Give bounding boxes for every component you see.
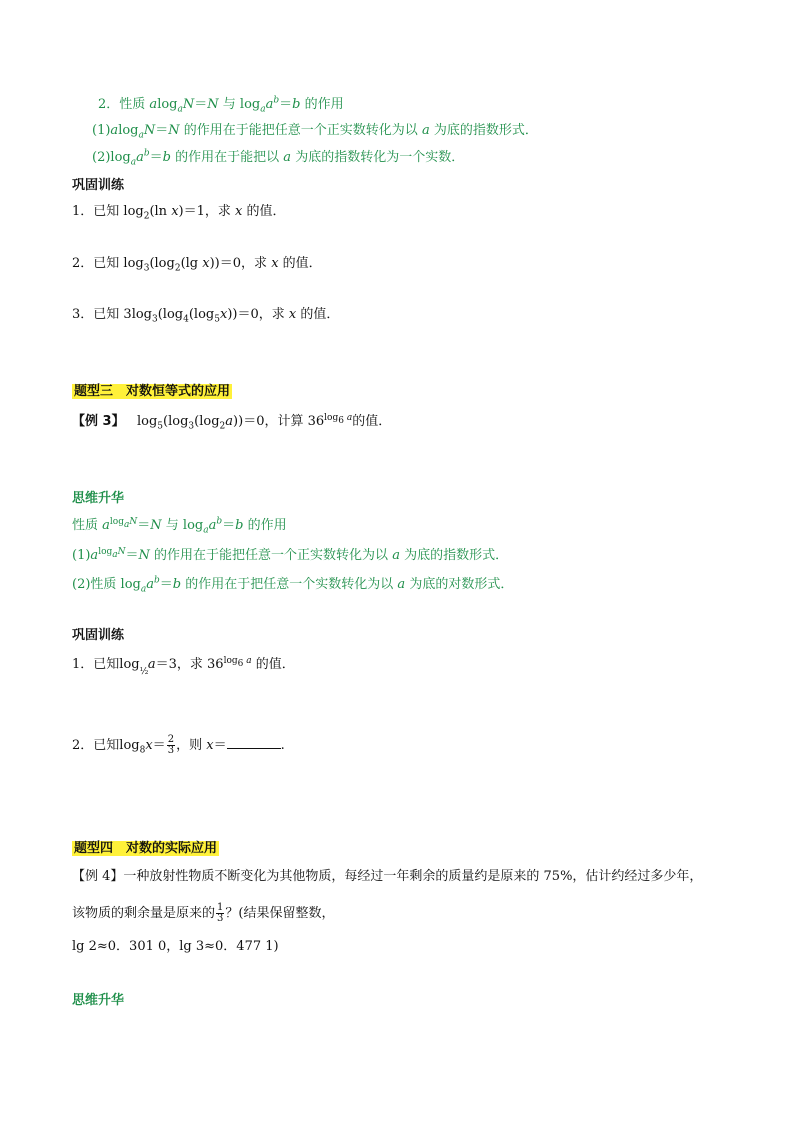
practice-question-2: 2．已知 $\log_3(\log_2(\lg$ x))＝0，求 x 的值．	[72, 256, 322, 274]
section-title-type3	[72, 383, 232, 401]
item-prefix: (2)性质	[72, 577, 117, 592]
item-text: 的作用在于把任意一个实数转化为以	[185, 577, 394, 592]
thinking-line-3: (2)性质 $\log_aa^b=b$ 的作用在于把任意一个实数转化为以 a 为底的对数形式．	[72, 575, 514, 595]
example-text: 该物质的剩余量是原来的	[72, 906, 216, 921]
q-mid: ＝1，求	[183, 204, 231, 219]
item-tail: 为底的对数形式．	[409, 577, 514, 592]
item-text: 的作用在于能把任意一个正实数转化为以	[183, 123, 418, 138]
example-3: 【例 3】 $\log_5(\log_3(\log_2a))=0$，计算 $36^{log_6 a}$的值．	[72, 412, 392, 432]
fraction-two-thirds: $\frac{2}{3}$	[167, 734, 175, 756]
property-heading-suffix: 的作用	[304, 97, 344, 112]
example-label: 【例 3】	[72, 414, 125, 429]
item-tail: 为底的指数形式．	[404, 548, 509, 563]
practice-title-1: 巩固训练	[72, 178, 125, 193]
answer-blank[interactable]	[227, 736, 281, 749]
property-heading-number: 2．性质	[98, 97, 146, 112]
example-mid: ＝0，计算 36	[243, 414, 325, 429]
item-tail: 为底的指数转化为一个实数．	[295, 150, 465, 165]
practice-question-3: 3．已知 $3\log_3(\log_4(\log_5x))=0$，求 x 的值．	[72, 307, 340, 325]
fraction-one-third: $\frac{1}{3}$	[217, 902, 224, 924]
item-text: 的作用在于能把以	[175, 150, 280, 165]
thinking-prefix: 性质	[72, 518, 99, 533]
section-title-type4	[72, 840, 219, 858]
example-4-line-2	[72, 903, 334, 924]
practice-title-2: 巩固训练	[72, 628, 125, 643]
example-tail: 的值．	[352, 414, 392, 429]
conjunction-text: 与	[165, 518, 179, 533]
q-tail: 的值．	[255, 657, 295, 672]
q-prefix: 1．已知	[72, 657, 120, 672]
practice2-question-1: 1．已知log ½ a＝3，求 $36^{log_6 a}$ 的值．	[72, 655, 295, 677]
conjunction-text: 与	[222, 97, 236, 112]
thinking-line-1: 性质 $a^{log_aN}=N$ 与 $\log_aa^b=b$ 的作用	[72, 516, 287, 536]
item-tail: 为底的指数形式．	[433, 123, 538, 138]
item-prefix: (2)	[92, 150, 111, 165]
q-prefix: 2．已知	[72, 738, 120, 753]
q-tail: 的值．	[246, 204, 286, 219]
example-text-tail: ？(结果保留整数，	[225, 906, 335, 921]
example-4-line-3: lg 2≈0．301 0，lg 3≈0．477 1)	[72, 939, 279, 954]
item-prefix: (1)	[72, 548, 91, 563]
thinking-title-1: 思维升华	[72, 491, 125, 506]
thinking-suffix: 的作用	[247, 518, 287, 533]
q-prefix: 3．已知 3	[72, 307, 132, 322]
thinking-line-2: $(1)a^{log_aN}=N$ 的作用在于能把任意一个正实数转化为以 a 为底的指数形式．	[72, 546, 509, 563]
q-mid: ＝0，求	[237, 307, 285, 322]
q-mid: ＝0，求	[219, 256, 268, 271]
section-title-text: 题型三 对数恒等式的应用	[74, 384, 231, 399]
q-tail: 的值．	[282, 256, 322, 271]
example-4-line-1: 【例 4】一种放射性物质不断变化为其他物质，每经过一年剩余的质量约是原来的 75%，估计约经过多少年，	[72, 869, 703, 884]
item-text: 的作用在于能把任意一个正实数转化为以	[154, 548, 389, 563]
practice2-question-2: 2．已知$\log_8x=$ $\frac{2}{3}$ ，则 x＝ .	[72, 734, 285, 756]
q-prefix: 2．已知	[72, 256, 124, 271]
property-item-1: (1)alog$_a$N＝N 的作用在于能把任意一个正实数转化为以 a 为底的指数形式．	[92, 123, 538, 141]
practice-question-1: 1．已知 $\log_2(\ln$ x)＝1，求 x 的值．	[72, 204, 286, 222]
q-mid: ＝3，求 36	[155, 657, 224, 672]
property-heading: 2．性质 alog$_a$N＝N 与 $\log_aa^b=b$ 的作用	[98, 95, 344, 115]
q-prefix: 1．已知	[72, 204, 124, 219]
property-item-2: $(2)\log_aa^b=b$ 的作用在于能把以 a 为底的指数转化为一个实数．	[92, 148, 465, 168]
thinking-title-2: 思维升华	[72, 993, 125, 1008]
section-title-text: 题型四 对数的实际应用	[74, 841, 218, 856]
q-tail: 的值．	[300, 307, 340, 322]
q-mid: ，则	[176, 738, 203, 753]
item-prefix: (1)	[92, 123, 111, 138]
